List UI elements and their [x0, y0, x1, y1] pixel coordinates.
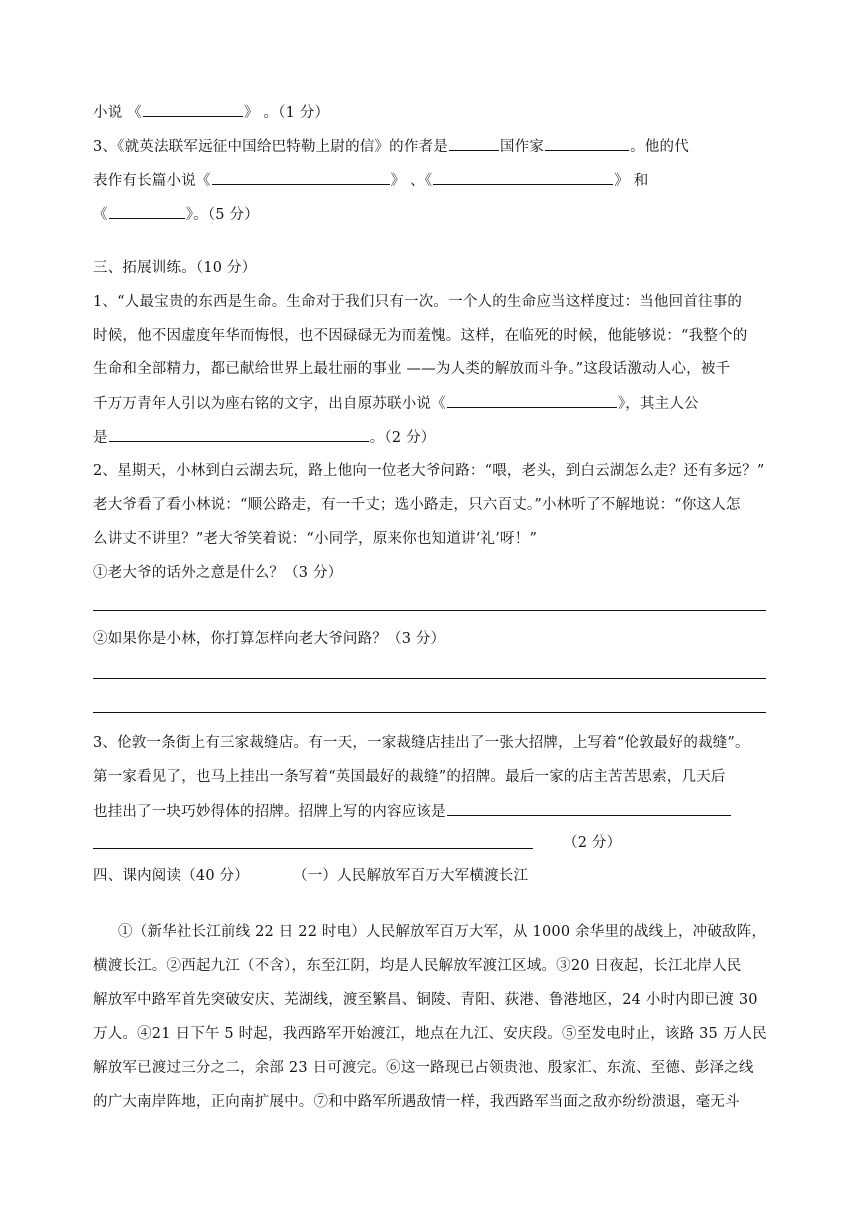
s3q1-line1: 1、“人最宝贵的东西是生命。生命对于我们只有一次。一个人的生命应当这样度过：当他回首往事的 — [93, 294, 743, 310]
text: 。（2 分） — [369, 430, 436, 446]
answer-blank[interactable] — [447, 393, 617, 408]
answer-blank[interactable] — [212, 170, 390, 185]
passage-line6: 的广大南岸阵地，正向南扩展中。⑦和中路军所遇敌情一样，我西路军当面之敌亦纷纷溃退，毫无斗 — [93, 1094, 740, 1110]
passage-line2: 横渡长江。②西起九江（不含），东至江阴，均是人民解放军渡江区域。③20 日夜起，长江北岸人民 — [93, 958, 742, 974]
text: 国作家 — [499, 139, 545, 155]
section4-title: 四、课内阅读（40 分） — [93, 868, 249, 884]
s3q3-line2: 第一家看见了，也马上挂出一条写着“英国最好的裁缝”的招牌。最后一家的店主苦苦思索，几天后 — [93, 769, 726, 785]
text: 》，其主人公 — [617, 396, 699, 412]
section3-title: 三、拓展训练。（10 分） — [93, 260, 257, 276]
text: 是 — [93, 430, 108, 446]
s3q3-line3 — [93, 801, 732, 822]
text: 。他的代 — [630, 139, 689, 155]
section4-heading — [93, 866, 528, 886]
text: 表作有长篇小说《 — [93, 173, 211, 189]
answer-blank[interactable] — [545, 136, 629, 151]
passage-line5: 解放军已渡过三分之二，余部 23 日可渡完。⑥这一路现已占领贵池、殷家汇、东流、至德、彭泽之线 — [93, 1060, 754, 1076]
s3q3-line1: 3、伦敦一条街上有三家裁缝店。有一天，一家裁缝店挂出了一张大招牌，上写着“伦敦最好的裁缝”。 — [93, 735, 750, 751]
text: 小说 《 — [93, 105, 142, 121]
answer-blank[interactable] — [109, 427, 369, 442]
reading-passage-title: （一）人民解放军百万大军横渡长江 — [292, 868, 529, 884]
passage-line4: 万人。④21 日下午 5 时起，我西路军开始渡江，地点在九江、安庆段。⑤至发电时止，该路 35 万人民 — [93, 1026, 767, 1042]
s3q2-line3: 么讲丈不讲里？”老大爷笑着说：“小同学，原来你也知道讲‘礼’呀！” — [93, 531, 538, 547]
q2-continuation — [93, 102, 329, 123]
text: 《 — [93, 207, 108, 223]
text: 》 和 — [614, 173, 649, 189]
passage-line3: 解放军中路军首先突破安庆、芜湖线，渡至繁昌、铜陵、青阳、荻港、鲁港地区，24 小时内即已渡 30 — [93, 992, 758, 1008]
text: 》 。（1 分） — [243, 105, 330, 121]
answer-blank[interactable] — [447, 801, 731, 816]
answer-line[interactable] — [93, 678, 766, 679]
answer-line[interactable] — [93, 610, 766, 611]
text: 》。（5 分） — [185, 207, 259, 223]
text: 》 、《 — [390, 173, 433, 189]
text: 也挂出了一块巧妙得体的招牌。招牌上写的内容应该是 — [93, 804, 446, 820]
answer-blank[interactable] — [433, 170, 613, 185]
s3q1-line2: 时候，他不因虚度年华而悔恨，也不因碌碌无为而羞愧。这样，在临死的时候，他能够说：“我整个的 — [93, 328, 748, 344]
s3q1-line5 — [93, 427, 436, 448]
s3q2-sub1: ①老大爷的话外之意是什么？（3 分） — [93, 565, 343, 581]
answer-line[interactable] — [93, 712, 766, 713]
s3q1-line4 — [93, 393, 699, 414]
q3-author-line2 — [93, 170, 649, 191]
answer-blank[interactable] — [143, 102, 243, 117]
q3-author-line3 — [93, 204, 259, 225]
answer-blank[interactable] — [109, 204, 185, 219]
text: 3、《就英法联军远征中国给巴特勒上尉的信》的作者是 — [93, 139, 448, 155]
s3q3-score: （2 分） — [563, 835, 622, 851]
s3q2-sub2: ②如果你是小林，你打算怎样向老大爷问路？（3 分） — [93, 631, 446, 647]
s3q2-line1: 2、星期天，小林到白云湖去玩，路上他向一位老大爷问路：“喂，老头，到白云湖怎么走？还有多远？” — [93, 463, 765, 479]
q3-author-line1 — [93, 136, 689, 157]
s3q2-line2: 老大爷看了看小林说：“顺公路走，有一千丈；选小路走，只六百丈。”小林听了不解地说：“你这人怎 — [93, 497, 741, 513]
answer-blank[interactable] — [449, 136, 499, 151]
text: 千万万青年人引以为座右铭的文字，出自原苏联小说《 — [93, 396, 446, 412]
passage-line1: ①（新华社长江前线 22 日 22 时电）人民解放军百万大军，从 1000 余华里的战线上，冲破敌阵， — [118, 924, 767, 940]
s3q1-line3: 生命和全部精力，都已献给世界上最壮丽的事业 ——为人类的解放而斗争。”这段话激动人心，被千 — [93, 361, 731, 377]
answer-line[interactable] — [93, 848, 533, 849]
